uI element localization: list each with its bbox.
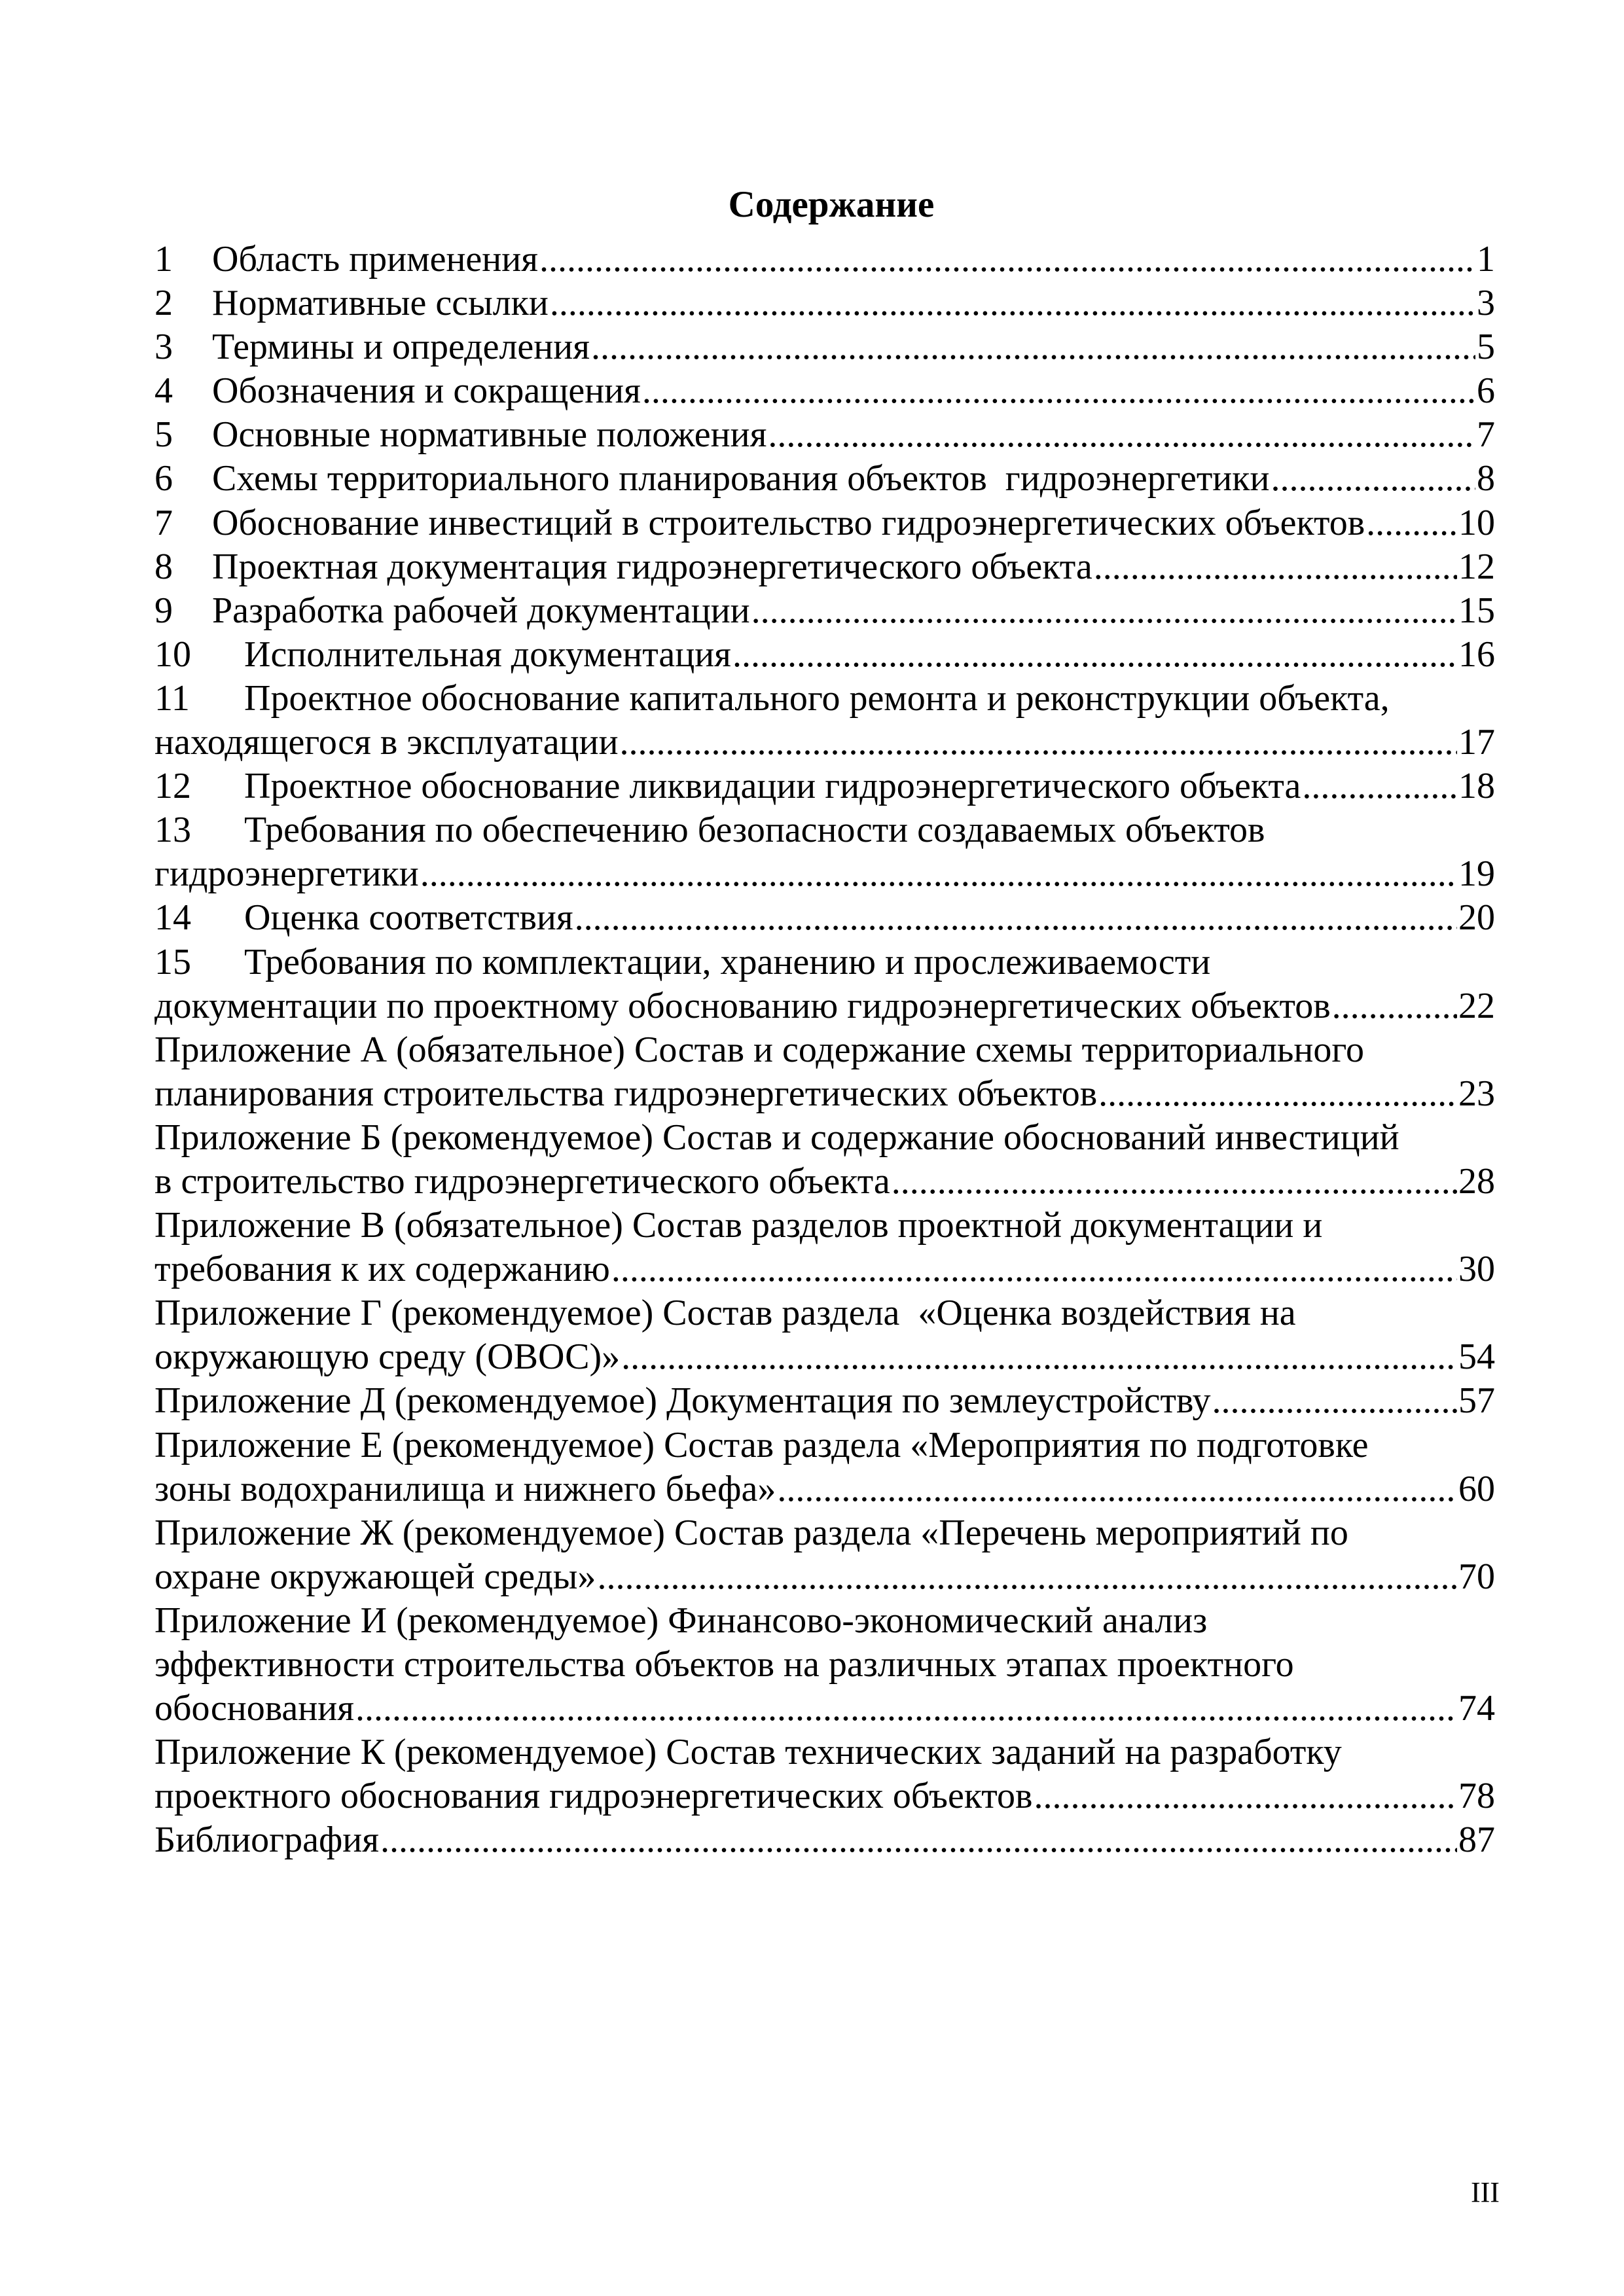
- toc-entry-text-line1: Приложение И (рекомендуемое) Финансово-экономический анализ: [154, 1600, 1208, 1641]
- toc-entry[interactable]: [154, 633, 1495, 677]
- toc-entry-text: требования к их содержанию: [154, 1249, 610, 1290]
- page-number: III: [1471, 2176, 1500, 2208]
- toc-entry-appendix[interactable]: [154, 1511, 1495, 1599]
- toc-entry-page: 19: [1458, 853, 1495, 895]
- dot-leader: [575, 896, 1457, 940]
- toc-entry-text-line1: Приложение Е (рекомендуемое) Состав раздела «Мероприятия по подготовке: [154, 1424, 1369, 1465]
- toc-entry-appendix[interactable]: [154, 1028, 1495, 1116]
- dot-leader: [1332, 984, 1457, 1028]
- toc-entry-page: 5: [1477, 327, 1495, 368]
- toc-entry[interactable]: [154, 589, 1495, 633]
- dot-leader: [1271, 457, 1475, 501]
- dot-leader: [420, 852, 1457, 896]
- toc-entry-appendix[interactable]: [154, 1291, 1495, 1379]
- toc-entry-text-line1: Требования по комплектации, хранению и прослеживаемости: [244, 941, 1211, 982]
- toc-entry-text: Библиография: [154, 1820, 379, 1861]
- dot-leader: [591, 325, 1475, 369]
- toc-entry-appendix[interactable]: [154, 1424, 1495, 1511]
- dot-leader: [621, 1335, 1457, 1379]
- toc-entry-text-line1: Требования по обеспечению безопасности создаваемых объектов: [244, 810, 1265, 851]
- toc-entry-text: Оценка соответствия: [244, 897, 573, 939]
- dot-leader: [1302, 764, 1457, 808]
- toc-entry-text-line1: Приложение К (рекомендуемое) Состав технических заданий на разработку: [154, 1732, 1342, 1773]
- dot-leader: [732, 633, 1457, 677]
- toc-title: Содержание: [728, 184, 935, 225]
- toc-entry-text: Нормативные ссылки: [212, 283, 549, 324]
- toc-entry[interactable]: [154, 457, 1495, 501]
- dot-leader: [539, 238, 1475, 281]
- toc-entry-number: 12: [154, 766, 191, 807]
- toc-entry-number: 14: [154, 897, 191, 939]
- toc-entry-appendix[interactable]: [154, 1204, 1495, 1291]
- dot-leader: [777, 1467, 1457, 1511]
- toc-entry-text: проектного обоснования гидроэнергетических объектов: [154, 1776, 1033, 1817]
- toc-entry-text: гидроэнергетики: [154, 853, 419, 895]
- toc-entry-text: Разработка рабочей документации: [212, 590, 750, 631]
- table-of-contents: [154, 238, 1495, 1862]
- toc-entry-number: 6: [154, 458, 173, 499]
- toc-entry-page: 10: [1458, 502, 1495, 543]
- toc-entry-page: 70: [1458, 1556, 1495, 1597]
- toc-entry-page: 28: [1458, 1160, 1495, 1202]
- toc-entry-page: 8: [1477, 458, 1495, 499]
- toc-entry-text-line1: Приложение Б (рекомендуемое) Состав и содержание обоснований инвестиций: [154, 1117, 1399, 1158]
- toc-entry-text: Исполнительная документация: [244, 634, 731, 675]
- toc-entry-appendix[interactable]: [154, 1379, 1495, 1423]
- toc-entry-page: 17: [1458, 722, 1495, 763]
- toc-entry-number: 7: [154, 502, 173, 543]
- toc-entry-number: 3: [154, 327, 173, 368]
- toc-entry-appendix[interactable]: [154, 1116, 1495, 1204]
- toc-entry-text: окружающую среду (ОВОС)»: [154, 1336, 621, 1378]
- toc-entry-number: 4: [154, 370, 173, 412]
- dot-leader: [1094, 545, 1457, 589]
- dot-leader: [380, 1818, 1457, 1862]
- toc-entry-page: 18: [1458, 766, 1495, 807]
- toc-entry-page: 1: [1477, 239, 1495, 279]
- toc-entry-text-line1: Приложение Ж (рекомендуемое) Состав раздела «Перечень мероприятий по: [154, 1512, 1348, 1553]
- toc-entry-text-line1: Приложение Г (рекомендуемое) Состав раздела «Оценка воздействия на: [154, 1293, 1296, 1334]
- toc-entry[interactable]: [154, 281, 1495, 325]
- toc-entry-appendix[interactable]: [154, 1731, 1495, 1818]
- toc-entry-page: 15: [1458, 590, 1495, 631]
- toc-entry-bibliography[interactable]: [154, 1818, 1495, 1862]
- toc-entry-page: 6: [1477, 370, 1495, 412]
- dot-leader: [751, 589, 1457, 633]
- toc-entry[interactable]: [154, 764, 1495, 808]
- toc-entry-page: 87: [1458, 1820, 1495, 1861]
- toc-entry-page: 22: [1458, 985, 1495, 1026]
- toc-entry-number: 5: [154, 414, 173, 456]
- toc-entry-text: обоснования: [154, 1688, 354, 1729]
- toc-entry-text-line2: эффективности строительства объектов на различных этапах проектного: [154, 1644, 1294, 1685]
- toc-entry[interactable]: [154, 941, 1495, 1028]
- dot-leader: [620, 721, 1457, 764]
- toc-entry-page: 54: [1458, 1336, 1495, 1378]
- toc-entry-text: Проектная документация гидроэнергетического объекта: [212, 546, 1092, 587]
- toc-entry[interactable]: [154, 501, 1495, 545]
- dot-leader: [1366, 501, 1457, 545]
- toc-entry[interactable]: [154, 369, 1495, 413]
- toc-entry[interactable]: [154, 325, 1495, 369]
- toc-entry-number: 15: [154, 941, 191, 982]
- toc-entry-text: Основные нормативные положения: [212, 414, 767, 456]
- toc-entry-number: 8: [154, 546, 173, 587]
- toc-entry-page: 16: [1458, 634, 1495, 675]
- toc-entry-page: 57: [1458, 1380, 1495, 1422]
- dot-leader: [892, 1160, 1457, 1204]
- toc-entry-text: в строительство гидроэнергетического объекта: [154, 1160, 890, 1202]
- dot-leader: [642, 369, 1475, 413]
- toc-entry[interactable]: [154, 808, 1495, 896]
- toc-entry[interactable]: [154, 238, 1495, 281]
- dot-leader: [1212, 1379, 1457, 1423]
- toc-entry-number: 13: [154, 810, 191, 851]
- toc-entry-number: 2: [154, 283, 173, 324]
- dot-leader: [597, 1555, 1457, 1599]
- toc-entry-text: находящегося в эксплуатации: [154, 722, 619, 763]
- toc-entry[interactable]: [154, 896, 1495, 940]
- dot-leader: [768, 413, 1475, 457]
- toc-entry-page: 30: [1458, 1249, 1495, 1290]
- toc-entry-text-line1: Проектное обоснование капитального ремонта и реконструкции объекта,: [244, 677, 1390, 719]
- dot-leader: [1034, 1774, 1457, 1818]
- toc-entry-page: 3: [1477, 283, 1495, 324]
- toc-entry-text-line1: Приложение В (обязательное) Состав разделов проектной документации и: [154, 1205, 1323, 1246]
- toc-entry-page: 23: [1458, 1073, 1495, 1114]
- toc-entry-number: 1: [154, 239, 173, 279]
- toc-entry-text: Обозначения и сокращения: [212, 370, 641, 412]
- toc-entry-page: 7: [1477, 414, 1495, 456]
- toc-entry-page: 74: [1458, 1688, 1495, 1729]
- dot-leader: [550, 281, 1475, 325]
- toc-entry-page: 78: [1458, 1776, 1495, 1817]
- toc-entry-text-line1: Приложение А (обязательное) Состав и содержание схемы территориального: [154, 1029, 1364, 1070]
- toc-entry-number: 11: [154, 677, 190, 719]
- toc-entry-text: Проектное обоснование ликвидации гидроэнергетического объекта: [244, 766, 1301, 807]
- toc-entry-appendix[interactable]: [154, 1599, 1495, 1731]
- toc-entry-number: 9: [154, 590, 173, 631]
- toc-entry-text: Область применения: [212, 239, 538, 279]
- toc-entry-text: документации по проектному обоснованию гидроэнергетических объектов: [154, 985, 1331, 1026]
- toc-entry-text: зоны водохранилища и нижнего бьефа»: [154, 1468, 776, 1509]
- toc-entry-text: Приложение Д (рекомендуемое) Документация по землеустройству: [154, 1380, 1211, 1422]
- toc-entry[interactable]: [154, 413, 1495, 457]
- toc-entry-text: планирования строительства гидроэнергетических объектов: [154, 1073, 1098, 1114]
- toc-entry-text: Схемы территориального планирования объектов гидроэнергетики: [212, 458, 1270, 499]
- dot-leader: [355, 1687, 1457, 1731]
- toc-entry-number: 10: [154, 634, 191, 675]
- toc-entry-text: Термины и определения: [212, 327, 590, 368]
- toc-entry[interactable]: [154, 545, 1495, 589]
- dot-leader: [611, 1247, 1457, 1291]
- toc-entry-page: 20: [1458, 897, 1495, 939]
- toc-entry[interactable]: [154, 677, 1495, 764]
- toc-entry-text: Обоснование инвестиций в строительство гидроэнергетических объектов: [212, 502, 1365, 543]
- toc-entry-page: 12: [1458, 546, 1495, 587]
- toc-entry-text: охране окружающей среды»: [154, 1556, 596, 1597]
- toc-entry-page: 60: [1458, 1468, 1495, 1509]
- dot-leader: [1098, 1072, 1457, 1116]
